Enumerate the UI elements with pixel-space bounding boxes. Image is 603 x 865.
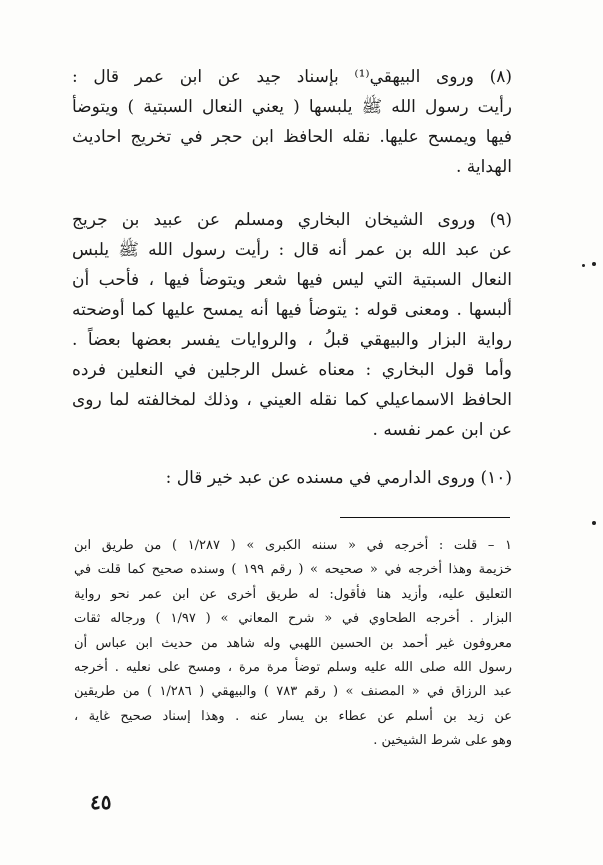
text-line: النعال السبتية التي ليس فيها شعر ويتوضأ فيها ، فأحب أن	[72, 270, 512, 290]
footnote-line: معروفون غير أحمد بن الحسين اللهبي وله شاهد من حديث ابن عباس أن	[74, 635, 512, 651]
text-line: رواية البزار والبيهقي قبلُ ، والروايات يفسر بعضها بعضاً .	[72, 330, 512, 350]
scan-speck	[582, 264, 585, 267]
text-line: الحافظ الاسماعيلي كما نقله العيني ، وذلك لمخالفته لما روى	[72, 390, 512, 410]
text-line: عن عبد الله بن عمر أنه قال : رأيت رسول الله ﷺ يلبس	[72, 240, 512, 260]
text-line: (٨) وروى البيهقي⁽¹⁾ بإسناد جيد عن ابن عمر قال :	[72, 67, 512, 87]
paragraph-8	[72, 62, 512, 182]
footnote	[74, 534, 512, 754]
footnote-line: خزيمة وهذا أخرجه في « صحيحه » ( رقم ١٩٩ ) وسنده صحيح كما قلت في	[74, 562, 512, 578]
text-line: (١٠) وروى الدارمي في مسنده عن عبد خير قال :	[165, 468, 512, 488]
footnote-line: عبد الرزاق في « المصنف » ( رقم ٧٨٣ ) والبيهقي ( ١/٢٨٦ ) من طريقين	[74, 684, 512, 700]
footnote-line: التعليق عليه، وأزيد هنا فأقول: له طريق أخرى عن ابن عمر نحو رواية	[74, 586, 512, 602]
text-line: عن ابن عمر نفسه .	[372, 420, 512, 440]
text-line: وأما قول البخاري : معناه غسل الرجلين في النعلين فرده	[72, 360, 512, 380]
paragraph-9	[72, 205, 512, 445]
text-line: رأيت رسول الله ﷺ يلبسها ( يعني النعال السبتية ) ويتوضأ	[72, 97, 512, 117]
scan-speck	[592, 521, 596, 525]
footnote-line: ١ – قلت : أخرجه في « سننه الكبرى » ( ١/٢٨٧ ) من طريق ابن	[74, 538, 512, 553]
footnote-separator	[340, 517, 510, 518]
footnote-line: رسول الله صلى الله عليه وسلم توضأ مرة مرة ، ومسح على نعليه . أخرجه	[74, 659, 512, 675]
text-line: فيها ويمسح عليها. نقله الحافظ ابن حجر في تخريج احاديث	[72, 127, 512, 147]
footnote-line: عن زيد بن أسلم عن عطاء بن يسار عنه . وهذا إسناد صحيح غاية ،	[74, 708, 512, 724]
footnote-line: البزار . أخرجه الطحاوي في « شرح المعاني » ( ١/٩٧ ) ورجاله ثقات	[74, 611, 512, 627]
text-line: ألبسها . ومعنى قوله : يتوضأ فيها أنه يمسح عليها كما أوضحته	[72, 300, 512, 320]
page-number: ٤٥	[90, 790, 112, 814]
paragraph-10	[72, 463, 512, 493]
text-line: الهداية .	[455, 157, 512, 177]
footnote-line: وهو على شرط الشيخين .	[373, 733, 512, 749]
text-line: (٩) وروى الشيخان البخاري ومسلم عن عبيد بن جريج	[72, 210, 512, 230]
scan-speck	[592, 262, 596, 266]
